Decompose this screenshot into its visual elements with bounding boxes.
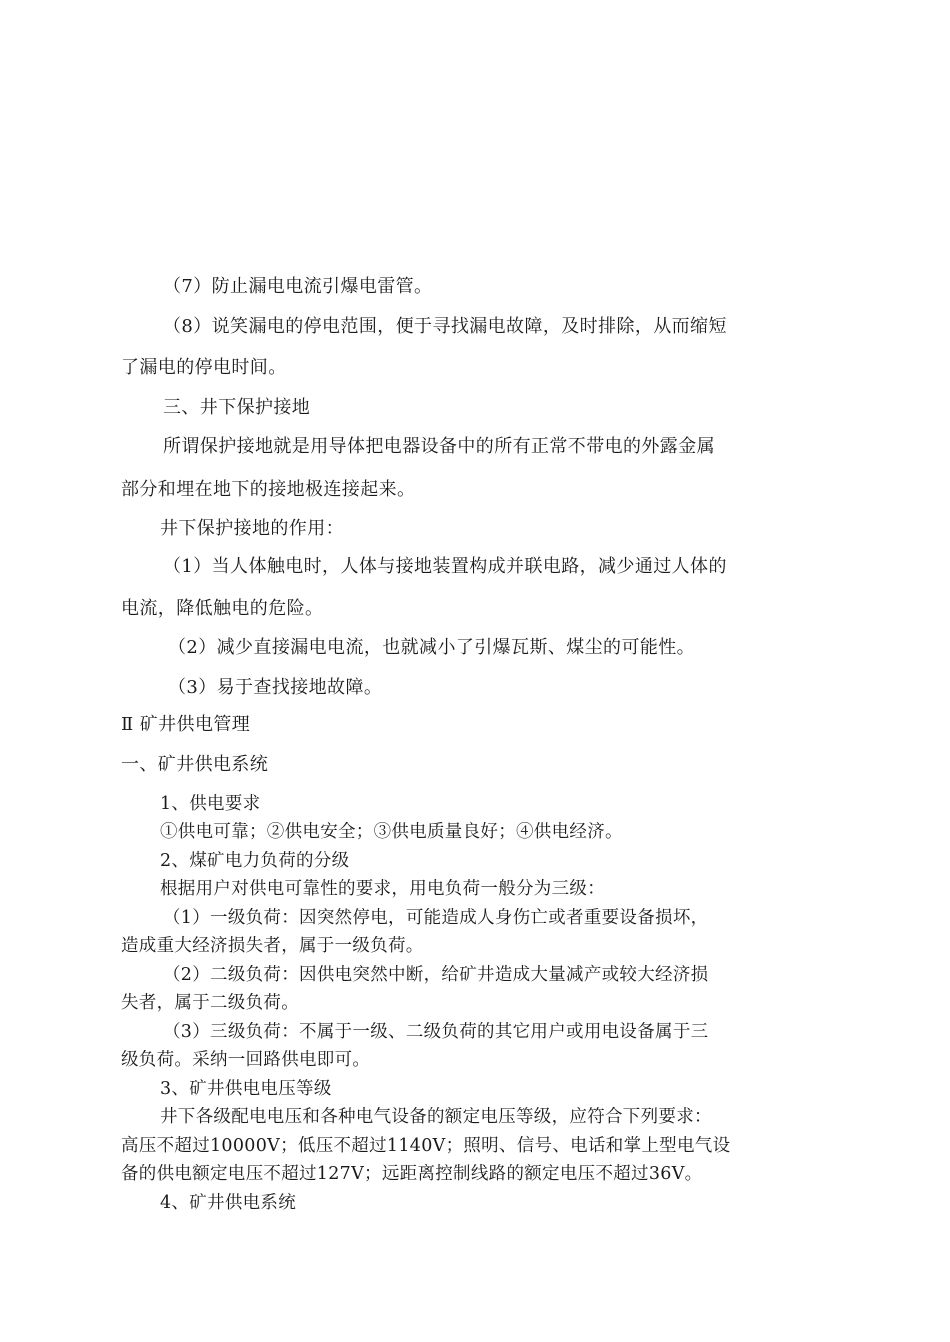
section-heading: 一、矿井供电系统: [121, 754, 269, 775]
paragraph-line: （8）说笑漏电的停电范围，便于寻找漏电故障，及时排除，从而缩短: [163, 316, 727, 337]
paragraph-line: （2）减少直接漏电电流，也就减小了引爆瓦斯、煤尘的可能性。: [168, 637, 696, 658]
subsection-heading: 1、供电要求: [160, 794, 261, 814]
paragraph-line: 造成重大经济损失者，属于一级负荷。: [121, 936, 424, 956]
paragraph-line: 电流，降低触电的危险。: [121, 598, 324, 619]
paragraph-line: （1）一级负荷：因突然停电，可能造成人身伤亡或者重要设备损坏，: [163, 908, 709, 928]
subsection-heading: 2、煤矿电力负荷的分级: [160, 851, 350, 871]
paragraph-line: 根据用户对供电可靠性的要求，用电负荷一般分为三级：: [160, 879, 605, 899]
paragraph-line: （3）易于查找接地故障。: [168, 677, 383, 698]
paragraph-line: （1）当人体触电时，人体与接地装置构成并联电路，减少通过人体的: [163, 556, 727, 577]
paragraph-line: （3）三级负荷：不属于一级、二级负荷的其它用户或用电设备属于三: [163, 1022, 709, 1042]
paragraph-line: 井下保护接地的作用：: [160, 518, 344, 539]
paragraph-line: 高压不超过10000V；低压不超过1140V；照明、信号、电话和掌上型电气设: [121, 1136, 731, 1156]
paragraph-line: 级负荷。采纳一回路供电即可。: [121, 1050, 371, 1070]
paragraph-line: （7）防止漏电电流引爆电雷管。: [163, 276, 433, 297]
paragraph-line: 了漏电的停电时间。: [121, 357, 287, 378]
paragraph-line: 所谓保护接地就是用导体把电器设备中的所有正常不带电的外露金属: [163, 436, 715, 457]
paragraph-line: ①供电可靠；②供电安全；③供电质量良好；④供电经济。: [160, 822, 623, 842]
paragraph-line: 失者，属于二级负荷。: [121, 993, 299, 1013]
paragraph-line: （2）二级负荷：因供电突然中断，给矿井造成大量减产或较大经济损: [163, 965, 709, 985]
chapter-heading: Ⅱ 矿井供电管理: [121, 714, 251, 735]
section-heading: 三、井下保护接地: [163, 397, 311, 418]
subsection-heading: 3、矿井供电电压等级: [160, 1079, 332, 1099]
paragraph-line: 部分和埋在地下的接地极连接起来。: [121, 479, 416, 500]
paragraph-line: 井下各级配电电压和各种电气设备的额定电压等级，应符合下列要求：: [160, 1107, 712, 1127]
subsection-heading: 4、矿井供电系统: [160, 1193, 297, 1213]
paragraph-line: 备的供电额定电压不超过127V；远距离控制线路的额定电压不超过36V。: [121, 1164, 703, 1184]
